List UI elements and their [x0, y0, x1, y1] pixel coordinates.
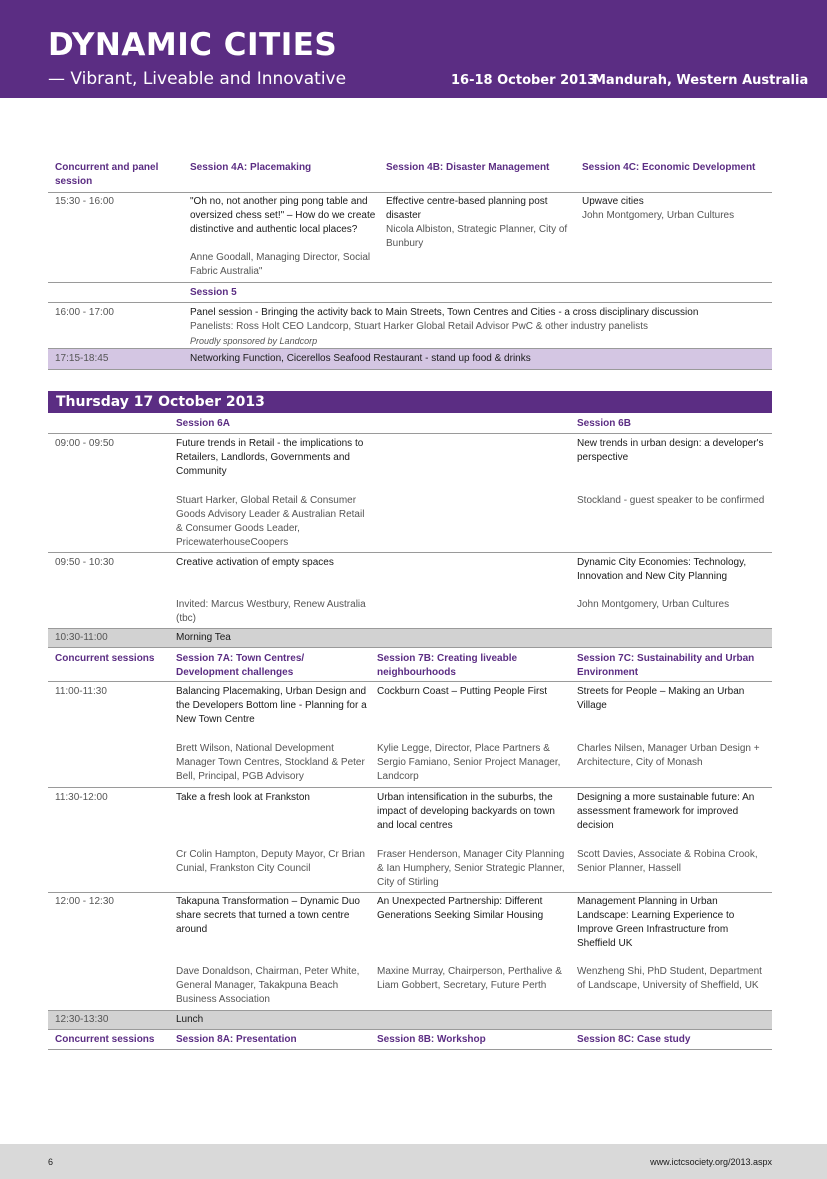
session-6b-r1-speaker: Stockland - guest speaker to be confirmed	[577, 495, 765, 506]
session-7c-heading: Session 7C: Sustainability and Urban Environment	[577, 653, 755, 678]
session-5-panelists: Panelists: Ross Holt CEO Landcorp, Stuart Harker Global Retail Advisor PwC & other industry panelists	[190, 321, 648, 332]
session-7a-r2-speaker: Cr Colin Hampton, Deputy Mayor, Cr Brian Cunial, Frankston City Council	[176, 849, 365, 874]
session-6b-r2-speaker: John Montgomery, Urban Cultures	[577, 599, 730, 610]
session-4c-title: Upwave cities	[582, 196, 644, 207]
morning-tea-time: 10:30-11:00	[55, 632, 108, 643]
divider	[48, 681, 772, 682]
session-7b-r1-title: Cockburn Coast – Putting People First	[377, 686, 548, 697]
session-7b-heading: Session 7B: Creating liveable neighbourhoods	[377, 653, 518, 678]
session-5-sponsor: Proudly sponsored by Landcorp	[190, 336, 318, 346]
morning-tea-band	[48, 628, 772, 648]
session-6a-r2-title: Creative activation of empty spaces	[176, 557, 334, 568]
session-4c-speaker: John Montgomery, Urban Cultures	[582, 210, 735, 221]
session-5-time: 16:00 - 17:00	[55, 307, 114, 318]
session-7-r3-time: 12:00 - 12:30	[55, 896, 114, 907]
session-7-r1-time: 11:00-11:30	[55, 686, 107, 697]
session-7b-r1-speaker: Kylie Legge, Director, Place Partners & Sergio Famiano, Senior Project Manager, Landcorp	[377, 743, 561, 782]
divider	[48, 1049, 772, 1050]
session-7b-r3-title: An Unexpected Partnership: Different Generations Seeking Similar Housing	[377, 896, 544, 921]
session-7a-r2-title: Take a fresh look at Frankston	[176, 792, 310, 803]
session-7b-r2-speaker: Fraser Henderson, Manager City Planning & Ian Humphery, Senior Strategic Planner, City of Stirling	[377, 849, 565, 888]
session-7a-r1-speaker: Brett Wilson, National Development Manager Town Centres, Stockland & Peter Bell, Principal, PGB Advisory	[176, 743, 365, 782]
session-7c-r1-title: Streets for People – Making an Urban Village	[577, 686, 745, 711]
divider	[48, 302, 772, 303]
divider	[48, 892, 772, 893]
session-4a-speaker: Anne Goodall, Managing Director, Social Fabric Australia"	[190, 252, 371, 277]
morning-tea-text: Morning Tea	[176, 632, 231, 643]
session-4a-title: "Oh no, not another ping pong table and oversized chess set!" – How do we create distinctive and authentic local places?	[190, 196, 376, 235]
session-7-col-label: Concurrent sessions	[55, 653, 155, 664]
session-7b-r3-speaker: Maxine Murray, Chairperson, Perthalive & Liam Gobbert, Secretary, Future Perth	[377, 966, 562, 991]
divider	[48, 552, 772, 553]
session-7a-r3-title: Takapuna Transformation – Dynamic Duo share secrets that turned a town centre around	[176, 896, 360, 935]
page-header	[0, 0, 827, 98]
session-6a-heading: Session 6A	[176, 418, 230, 429]
divider	[48, 433, 772, 434]
session-7c-r3-speaker: Wenzheng Shi, PhD Student, Department of Landscape, University of Sheffield, UK	[577, 966, 762, 991]
session-6a-r1-title: Future trends in Retail - the implications to Retailers, Landlords, Governments and Community	[176, 438, 364, 477]
day-heading-bar	[48, 391, 772, 413]
session-7a-r3-speaker: Dave Donaldson, Chairman, Peter White, General Manager, Takakpuna Beach Business Association	[176, 966, 360, 1005]
session-6b-r1-title: New trends in urban design: a developer's perspective	[577, 438, 764, 463]
session-5-title: Panel session - Bringing the activity back to Main Streets, Town Centres and Cities - a cross disciplinary discussion	[190, 307, 699, 318]
session-7a-r1-title: Balancing Placemaking, Urban Design and the Developers Bottom line - Planning for a New Town Centre	[176, 686, 367, 725]
session-4c-heading: Session 4C: Economic Development	[582, 162, 756, 173]
page-number: 6	[48, 1157, 54, 1167]
session-7b-r2-title: Urban intensification in the suburbs, the impact of developing backyards on town and local centres	[377, 792, 555, 831]
footer-url[interactable]: www.ictcsociety.org/2013.aspx	[650, 1157, 772, 1167]
session-7c-r1-speaker: Charles Nilsen, Manager Urban Design + Architecture, City of Monash	[577, 743, 760, 768]
session-6b-heading: Session 6B	[577, 418, 631, 429]
conference-location: Mandurah, Western Australia	[593, 73, 809, 88]
lunch-text: Lunch	[176, 1014, 204, 1025]
session-7a-heading: Session 7A: Town Centres/ Development challenges	[176, 653, 305, 678]
conference-title: DYNAMIC CITIES	[48, 27, 338, 63]
session-4-time: 15:30 - 16:00	[55, 196, 114, 207]
session-8c-heading: Session 8C: Case study	[577, 1034, 691, 1045]
session-8-col-label: Concurrent sessions	[55, 1034, 155, 1045]
day-heading: Thursday 17 October 2013	[56, 394, 265, 410]
session-4-col-label: Concurrent and panel session	[55, 162, 159, 187]
session-4b-heading: Session 4B: Disaster Management	[386, 162, 550, 173]
divider	[48, 787, 772, 788]
divider	[48, 282, 772, 283]
session-6a-r2-speaker: Invited: Marcus Westbury, Renew Australia (tbc)	[176, 599, 366, 624]
divider	[48, 192, 772, 193]
conference-subtitle: — Vibrant, Liveable and Innovative	[48, 69, 347, 89]
session-6-r2-time: 09:50 - 10:30	[55, 557, 114, 568]
session-8a-heading: Session 8A: Presentation	[176, 1034, 297, 1045]
networking-text: Networking Function, Cicerellos Seafood Restaurant - stand up food & drinks	[190, 353, 531, 364]
session-7c-r2-title: Designing a more sustainable future: An assessment framework for improved decision	[577, 792, 755, 831]
session-7c-r2-speaker: Scott Davies, Associate & Robina Crook, Senior Planner, Hassell	[577, 849, 758, 874]
session-6-r1-time: 09:00 - 09:50	[55, 438, 114, 449]
page-footer	[0, 1144, 827, 1179]
lunch-band	[48, 1010, 772, 1030]
session-6b-r2-title: Dynamic City Economies: Technology, Innovation and New City Planning	[577, 557, 747, 582]
session-8b-heading: Session 8B: Workshop	[377, 1034, 486, 1045]
networking-time: 17:15-18:45	[55, 353, 109, 364]
conference-dates: 16-18 October 2013	[451, 73, 597, 88]
session-6a-r1-speaker: Stuart Harker, Global Retail & Consumer Goods Advisory Leader & Australian Retail & Consumer Goods Leader, PricewaterhouseCoopers	[176, 495, 365, 548]
lunch-time: 12:30-13:30	[55, 1014, 109, 1025]
session-4b-speaker: Nicola Albiston, Strategic Planner, City of Bunbury	[386, 224, 568, 249]
session-4a-heading: Session 4A: Placemaking	[190, 162, 312, 173]
session-5-heading: Session 5	[190, 287, 237, 298]
session-7c-r3-title: Management Planning in Urban Landscape: Learning Experience to Improve Green Infrastructure from Sheffield UK	[577, 896, 735, 949]
session-7-r2-time: 11:30-12:00	[55, 792, 108, 803]
session-4b-title: Effective centre-based planning post disaster	[386, 196, 548, 221]
